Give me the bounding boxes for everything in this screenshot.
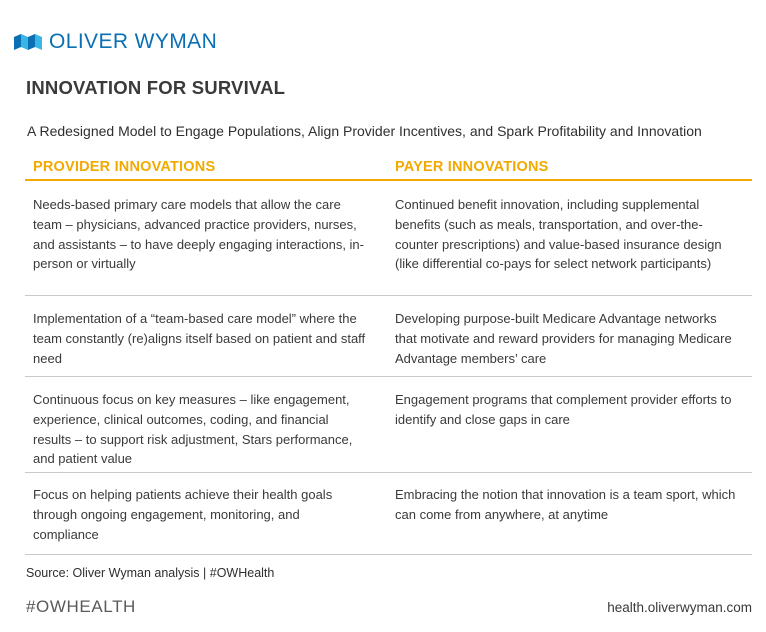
brand-name: OLIVER WYMAN xyxy=(49,30,218,53)
table-row xyxy=(25,377,752,473)
table-header xyxy=(25,156,752,181)
header-provider-innovations: PROVIDER INNOVATIONS xyxy=(33,159,216,175)
payer-cell: Embracing the notion that innovation is a team sport, which can come from anywhere, at anytime xyxy=(395,487,736,522)
payer-cell: Developing purpose-built Medicare Advantage networks that motivate and reward providers for managing Medicare Advantage members’ care xyxy=(395,311,732,366)
oliver-wyman-logo-icon xyxy=(14,34,42,50)
provider-cell: Continuous focus on key measures – like engagement, experience, clinical outcomes, coding, and financial results – to support risk adjustment, Stars performance, and patient value xyxy=(33,392,353,467)
payer-cell: Continued benefit innovation, including supplemental benefits (such as meals, transportation, and over-the-counter prescriptions) and value-based insurance design (like differential co-pays for select network participants) xyxy=(395,197,722,272)
provider-cell: Focus on helping patients achieve their health goals through ongoing engagement, monitoring, and compliance xyxy=(33,487,333,542)
page-title: INNOVATION FOR SURVIVAL xyxy=(26,77,286,98)
provider-cell: Needs-based primary care models that allow the care team – physicians, advanced practice providers, nurses, and assistants – to have deeply engaging interactions, in-person or virtually xyxy=(33,197,364,272)
source-note: Source: Oliver Wyman analysis | #OWHealth xyxy=(26,566,275,580)
table-row xyxy=(25,181,752,296)
innovations-table xyxy=(25,156,752,555)
page-subtitle: A Redesigned Model to Engage Populations, Align Provider Incentives, and Spark Profitability and Innovation xyxy=(27,123,702,139)
header-payer-innovations: PAYER INNOVATIONS xyxy=(395,159,549,175)
brand-logo xyxy=(14,31,217,52)
payer-cell: Engagement programs that complement provider efforts to identify and close gaps in care xyxy=(395,392,732,427)
footer-url: health.oliverwyman.com xyxy=(607,600,752,615)
footer-hashtag: #OWHEALTH xyxy=(26,597,136,616)
table-row xyxy=(25,296,752,377)
table-row xyxy=(25,473,752,555)
provider-cell: Implementation of a “team-based care model” where the team constantly (re)aligns itself based on patient and staff need xyxy=(33,311,366,366)
